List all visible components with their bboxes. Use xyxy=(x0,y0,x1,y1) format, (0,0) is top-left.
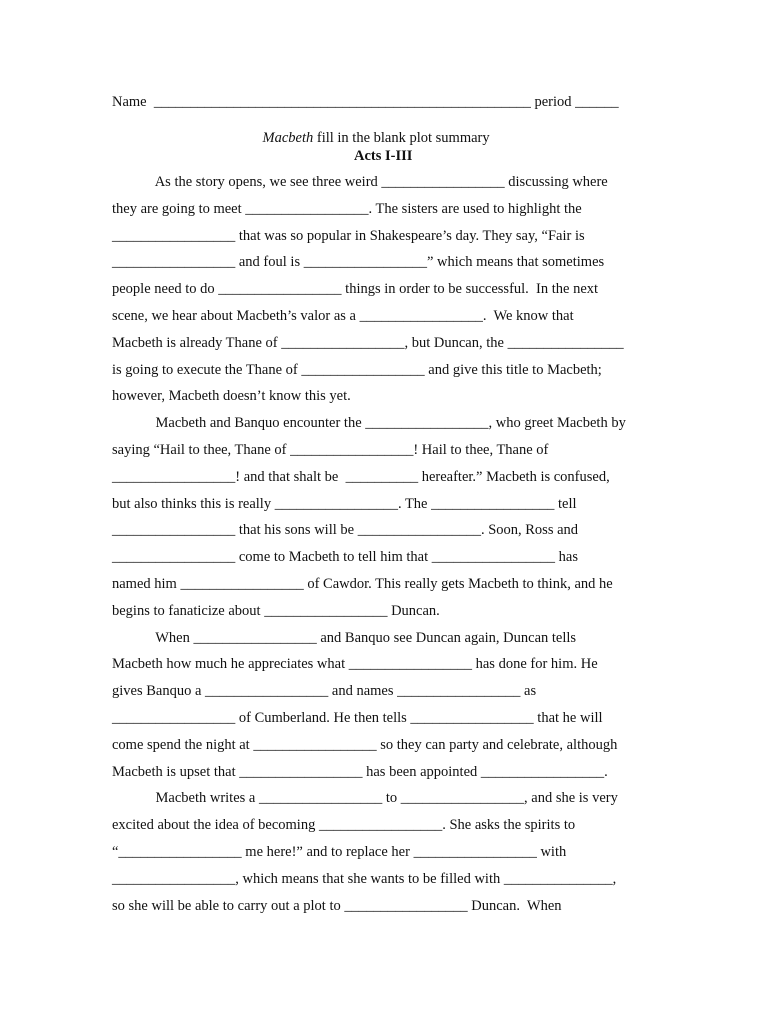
subtitle-rest: fill in the blank plot summary xyxy=(313,130,490,146)
text-line[interactable]: Macbeth is upset that _________________ has been appointed _________________. xyxy=(112,763,608,780)
text-line[interactable]: Macbeth how much he appreciates what _________________ has done for him. He xyxy=(112,656,598,673)
text-line[interactable]: When _________________ and Banquo see Duncan again, Duncan tells xyxy=(112,629,577,646)
text-line[interactable]: _________________! and that shalt be __________ hereafter.” Macbeth is confused, xyxy=(112,468,610,485)
text-line[interactable]: _________________ and foul is _________________” which means that sometimes xyxy=(112,254,605,271)
text-line[interactable]: so she will be able to carry out a plot to _________________ Duncan. When xyxy=(112,897,562,914)
text-line[interactable]: is going to execute the Thane of _________________ and give this title to Macbeth; xyxy=(112,361,602,378)
text-line[interactable]: _________________ that his sons will be _________________. Soon, Ross and xyxy=(112,522,579,539)
text-line[interactable]: _________________ that was so popular in Shakespeare’s day. They say, “Fair is xyxy=(112,227,585,244)
text-line[interactable]: they are going to meet _________________. The sisters are used to highlight the xyxy=(112,200,582,217)
name-period-line[interactable]: Name ____________________________________________________ period ______ xyxy=(112,94,619,110)
subtitle-play-title: Macbeth xyxy=(262,130,314,146)
text-line[interactable]: people need to do _________________ things in order to be successful. In the next xyxy=(112,281,599,298)
text-line[interactable]: Macbeth is already Thane of _________________, but Duncan, the ________________ xyxy=(112,334,624,351)
text-line[interactable]: saying “Hail to thee, Thane of _________________! Hail to thee, Thane of xyxy=(112,442,549,458)
text-line[interactable]: As the story opens, we see three weird _________________ discussing where xyxy=(112,174,608,190)
text-line: however, Macbeth doesn’t know this yet. xyxy=(112,388,351,405)
text-line[interactable]: excited about the idea of becoming _________________. She asks the spirits to xyxy=(112,817,576,834)
text-line[interactable]: Macbeth and Banquo encounter the _________________, who greet Macbeth by xyxy=(112,415,626,432)
text-line[interactable]: named him _________________ of Cawdor. This really gets Macbeth to think, and he xyxy=(112,576,613,592)
section-heading: Acts I-III xyxy=(354,148,413,164)
text-line[interactable]: “_________________ me here!” and to replace her _________________ with xyxy=(112,844,567,860)
text-line[interactable]: but also thinks this is really _________________. The _________________ tell xyxy=(112,495,577,512)
text-line[interactable]: Macbeth writes a _________________ to _________________, and she is very xyxy=(112,790,618,807)
text-line[interactable]: begins to fanaticize about _________________ Duncan. xyxy=(112,602,440,619)
text-line[interactable]: come spend the night at _________________ so they can party and celebrate, although xyxy=(112,736,618,753)
text-line[interactable]: scene, we hear about Macbeth’s valor as a _________________. We know that xyxy=(112,308,574,324)
text-line[interactable]: _________________ come to Macbeth to tell him that _________________ has xyxy=(112,549,578,566)
text-line[interactable]: gives Banquo a _________________ and names _________________ as xyxy=(112,683,537,700)
text-line[interactable]: _________________ of Cumberland. He then tells _________________ that he will xyxy=(112,710,603,726)
text-line[interactable]: _________________, which means that she wants to be filled with _______________, xyxy=(112,870,617,887)
